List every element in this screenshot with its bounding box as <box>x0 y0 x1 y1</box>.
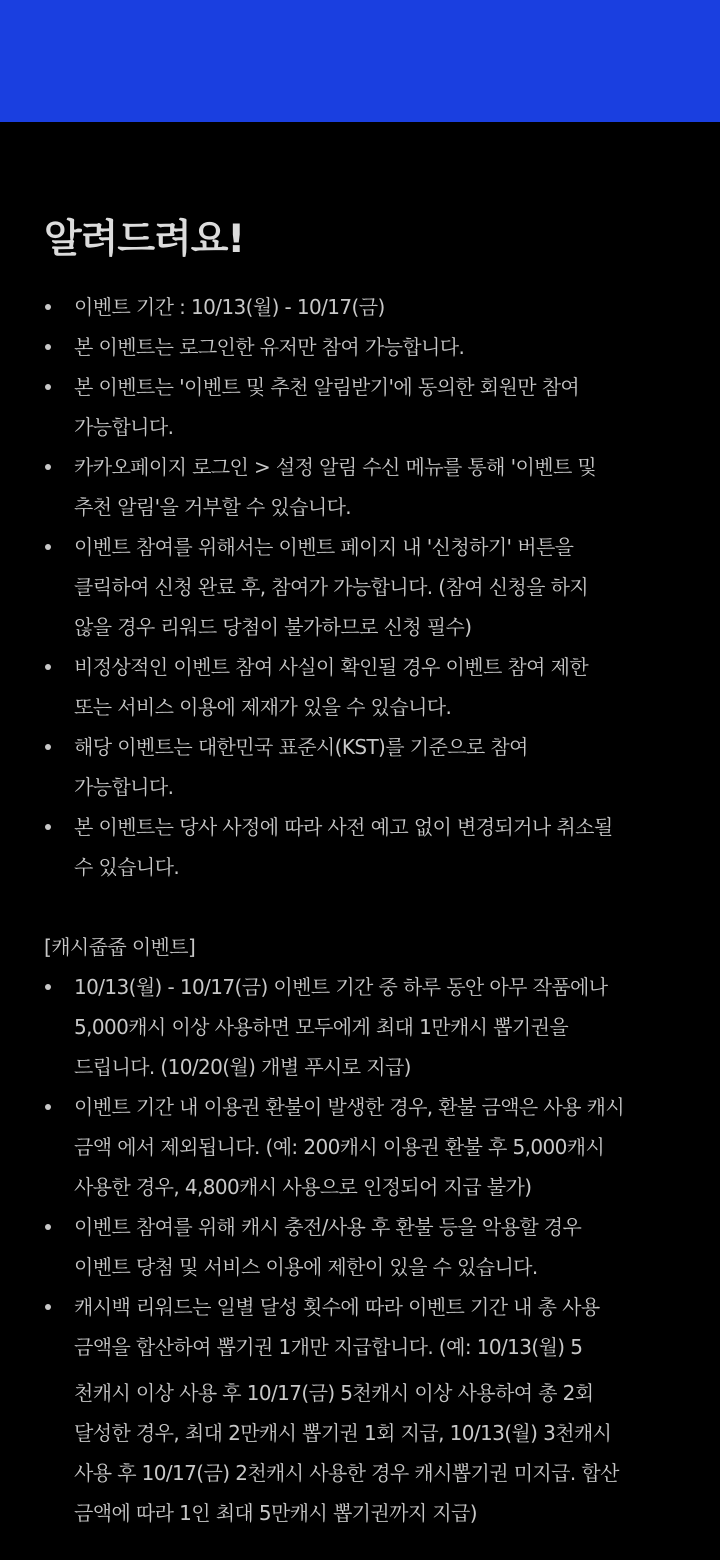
list-item <box>44 647 684 727</box>
list-item-text-line: 천캐시 이상 사용 후 10/17(금) 5천캐시 이상 사용하여 총 2회 <box>74 1381 594 1405</box>
list-item-text-line: 사용 후 10/17(금) 2천캐시 사용한 경우 캐시뽑기권 미지급. 합산 <box>74 1461 619 1485</box>
list-item <box>44 967 684 1087</box>
bullet-dot-icon <box>45 1104 51 1110</box>
list-item-text-line: 본 이벤트는 로그인한 유저만 참여 가능합니다. <box>74 335 465 359</box>
list-item-text-line: 이벤트 기간 내 이용권 환불이 발생한 경우, 환불 금액은 사용 캐시 <box>74 1095 625 1119</box>
list-item <box>44 447 684 527</box>
bullet-dot-icon <box>45 304 51 310</box>
bullet-dot-icon <box>45 744 51 750</box>
list-item <box>44 1207 684 1287</box>
list-item-text-line: 이벤트 참여를 위해 캐시 충전/사용 후 환불 등을 악용할 경우 <box>74 1215 582 1239</box>
list-item <box>44 1287 684 1533</box>
bullet-dot-icon <box>45 384 51 390</box>
list-item-text-line: 드립니다. (10/20(월) 개별 푸시로 지급) <box>74 1055 411 1079</box>
list-item-text-line: 카카오페이지 로그인 > 설정 알림 수신 메뉴를 통해 '이벤트 및 <box>74 455 597 479</box>
list-item-text-line: 사용한 경우, 4,800캐시 사용으로 인정되어 지급 불가) <box>74 1175 532 1199</box>
list-item-text-line: 이벤트 참여를 위해서는 이벤트 페이지 내 '신청하기' 버튼을 <box>74 535 574 559</box>
list-item-text-line: 해당 이벤트는 대한민국 표준시(KST)를 기준으로 참여 <box>74 735 528 759</box>
list-item <box>44 527 684 647</box>
list-item-text-line: 금액 에서 제외됩니다. (예: 200캐시 이용권 환불 후 5,000캐시 <box>74 1135 605 1159</box>
bullet-dot-icon <box>45 464 51 470</box>
bullet-dot-icon <box>45 1304 51 1310</box>
list-item-text-line: 추천 알림'을 거부할 수 있습니다. <box>74 495 352 519</box>
cash-event-list <box>44 967 684 1533</box>
bullet-dot-icon <box>45 664 51 670</box>
list-item-text-line: 달성한 경우, 최대 2만캐시 뽑기권 1회 지급, 10/13(월) 3천캐시 <box>74 1421 612 1445</box>
list-item-text-line: 본 이벤트는 당사 사정에 따라 사전 예고 없이 변경되거나 취소될 <box>74 815 613 839</box>
bullet-dot-icon <box>45 984 51 990</box>
list-item <box>44 327 684 367</box>
list-item-text-line: 클릭하여 신청 완료 후, 참여가 가능합니다. (참여 신청을 하지 <box>74 575 589 599</box>
list-item-text-line: 않을 경우 리워드 당첨이 불가하므로 신청 필수) <box>74 615 472 639</box>
bullet-dot-icon <box>45 824 51 830</box>
list-item <box>44 1087 684 1207</box>
list-item-text-line: 이벤트 기간 : 10/13(월) - 10/17(금) <box>74 295 385 319</box>
list-item <box>44 367 684 447</box>
bullet-dot-icon <box>45 1224 51 1230</box>
list-item <box>44 727 684 807</box>
general-notice-list <box>44 287 684 887</box>
list-item-text-line: 캐시백 리워드는 일별 달성 횟수에 따라 이벤트 기간 내 총 사용 <box>74 1295 600 1319</box>
cash-event-heading: [캐시줍줍 이벤트] <box>44 935 196 959</box>
list-item-text-line: 비정상적인 이벤트 참여 사실이 확인될 경우 이벤트 참여 제한 <box>74 655 589 679</box>
list-item-text-line: 가능합니다. <box>74 415 174 439</box>
top-banner <box>0 0 720 122</box>
list-item <box>44 287 684 327</box>
list-item-text-line: 또는 서비스 이용에 제재가 있을 수 있습니다. <box>74 695 452 719</box>
list-item-text-line: 가능합니다. <box>74 775 174 799</box>
list-item-text-line: 본 이벤트는 '이벤트 및 추천 알림받기'에 동의한 회원만 참여 <box>74 375 580 399</box>
list-item-text-line: 10/13(월) - 10/17(금) 이벤트 기간 중 하루 동안 아무 작품에나 <box>74 975 608 999</box>
list-item-text-line: 이벤트 당첨 및 서비스 이용에 제한이 있을 수 있습니다. <box>74 1255 538 1279</box>
bullet-dot-icon <box>45 544 51 550</box>
list-item-text-line: 금액에 따라 1인 최대 5만캐시 뽑기권까지 지급) <box>74 1501 477 1525</box>
list-item-text-line: 5,000캐시 이상 사용하면 모두에게 최대 1만캐시 뽑기권을 <box>74 1015 569 1039</box>
list-item-text-line: 금액을 합산하여 뽑기권 1개만 지급합니다. (예: 10/13(월) 5 <box>74 1335 583 1359</box>
list-item-text-line: 수 있습니다. <box>74 855 180 879</box>
bullet-dot-icon <box>45 344 51 350</box>
notice-title: 알려드려요! <box>44 217 245 262</box>
list-item <box>44 807 684 887</box>
